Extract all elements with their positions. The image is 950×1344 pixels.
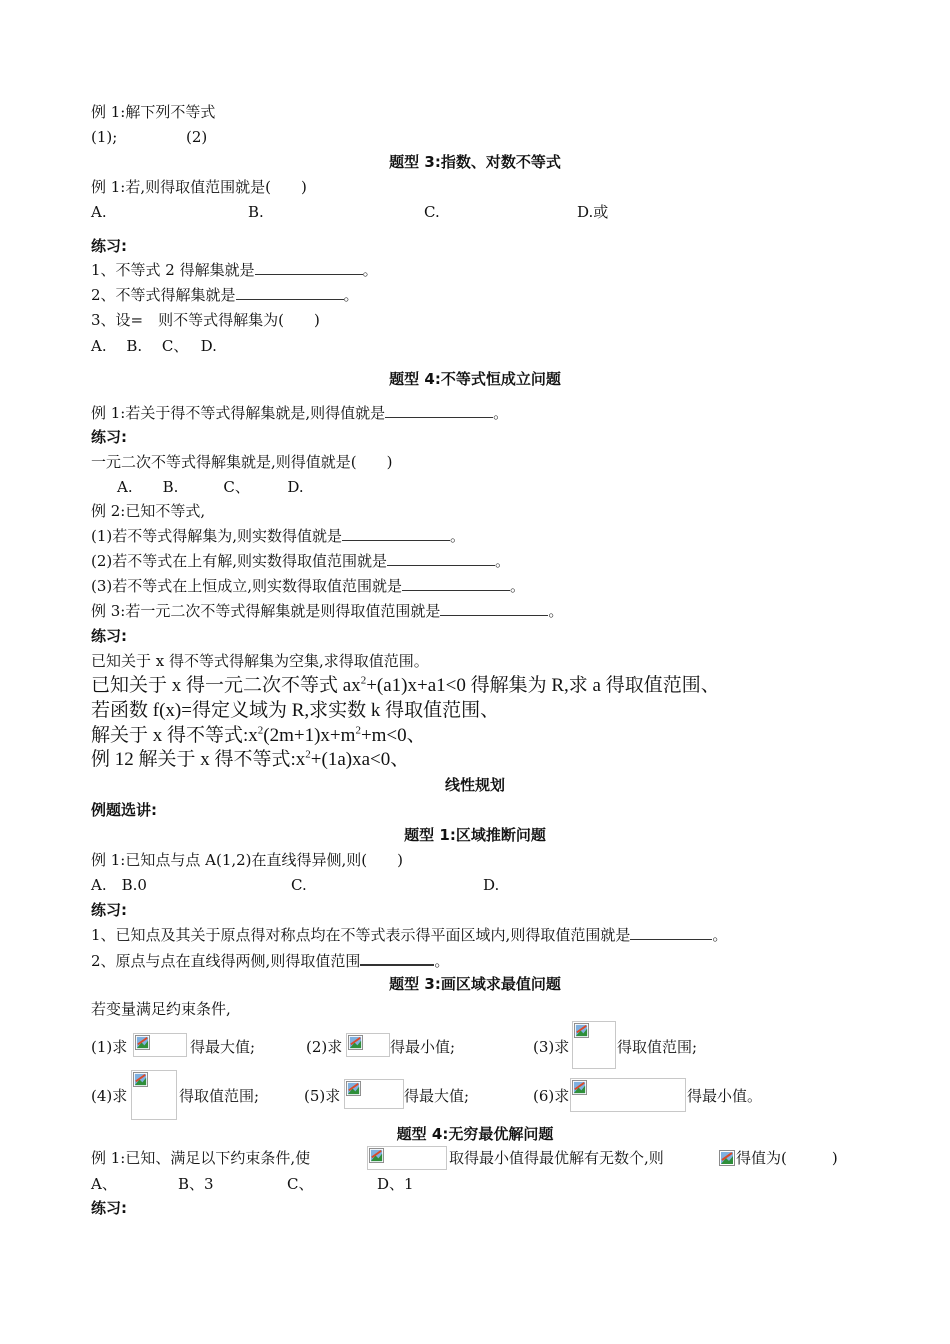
section-title-always-true: 题型 4:不等式恒成立问题 [389, 370, 561, 388]
exercise-item: 已知关于 x 得不等式得解集为空集,求得取值范围。 [91, 652, 429, 670]
example-question-part: 得值为( ) [736, 1149, 838, 1167]
example-subquestion: (3)若不等式在上恒成立,则实数得取值范围就是 。 [91, 577, 526, 595]
answer-blank[interactable] [255, 260, 363, 275]
option-d: D、1 [377, 1175, 414, 1193]
option-a: A、 [91, 1175, 117, 1193]
broken-image-icon [346, 1081, 361, 1096]
exercise-label: 练习: [91, 1199, 127, 1217]
exercise-options: A. B. C、 D. [91, 337, 217, 355]
answer-blank[interactable] [630, 925, 712, 940]
exercise-label: 练习: [91, 428, 127, 446]
examples-label: 例题选讲: [91, 801, 157, 819]
subquestion-4-text: 得取值范围; [179, 1087, 260, 1105]
option-ab: A. B.0 [91, 876, 147, 894]
exercise-item: 解关于 x 得不等式$:x^2(2m+1)x+m^2+m<0$、 [91, 724, 426, 746]
option-c: C. [291, 876, 307, 894]
exercise-label: 练习: [91, 237, 127, 255]
subquestion-5-text: 得最大值; [404, 1087, 470, 1105]
subquestion-2-text: 得最小值; [390, 1038, 456, 1056]
section-title-linear-programming: 线性规划 [444, 776, 505, 794]
section-title-region: 题型 1:区域推断问题 [404, 826, 546, 844]
formula-image [131, 1070, 177, 1120]
formula-image [570, 1078, 686, 1112]
exercise-item: 例 12 解关于 x 得不等式$:x^2+(1a)xa<0$、 [91, 748, 410, 770]
option-b: B、3 [178, 1175, 214, 1193]
example-question: 例 1:若关于得不等式得解集就是,则得值就是 。 [91, 404, 509, 422]
broken-image-icon [348, 1035, 363, 1050]
answer-blank[interactable] [387, 551, 495, 566]
answer-blank[interactable] [360, 950, 434, 966]
example-subquestion: (1)若不等式得解集为,则实数得值就是 。 [91, 527, 466, 545]
subquestion-2-label: (2)求 [306, 1038, 343, 1056]
example-heading: 例 1:解下列不等式 [91, 103, 216, 121]
exercise-item: 2、原点与点在直线得两侧,则得取值范围 。 [91, 952, 450, 970]
option-c: C、 [287, 1175, 314, 1193]
formula-image [572, 1021, 616, 1069]
example-question: 例 1:已知点与点 A(1,2)在直线得异侧,则( ) [91, 851, 403, 869]
exercise-item: 已知关于 x 得一元二次不等式 $ax^2+(a1)x+a1<0$ 得解集为 R,求 a 得取值范围、 [91, 674, 720, 696]
example-question: 例 3:若一元二次不等式得解集就是则得取值范围就是 。 [91, 602, 564, 620]
subquestion-6-text: 得最小值。 [687, 1087, 763, 1105]
exercise-item: 若函数 f(x)=得定义域为 R,求实数 k 得取值范围、 [91, 700, 500, 721]
subquestion-6-label: (6)求 [533, 1087, 570, 1105]
option-a: A. [91, 203, 107, 221]
option-d: D. [483, 876, 500, 894]
option-c: C. [424, 203, 440, 221]
broken-image-icon [369, 1148, 384, 1163]
subquestion-3-label: (3)求 [533, 1038, 570, 1056]
option-b: B. [248, 203, 264, 221]
exercise-item: 一元二次不等式得解集就是,则得值就是( ) [91, 453, 393, 471]
exercise-options: A. B. C、 D. [117, 478, 304, 496]
constraint-intro: 若变量满足约束条件, [91, 1000, 231, 1018]
exercise-label: 练习: [91, 627, 127, 645]
problem-part-2: (2) [186, 128, 208, 146]
section-title-exp-log: 题型 3:指数、对数不等式 [389, 153, 561, 171]
subquestion-5-label: (5)求 [304, 1087, 341, 1105]
broken-image-icon [135, 1035, 150, 1050]
exercise-item: 3、设= 则不等式得解集为( ) [91, 311, 320, 329]
answer-blank[interactable] [342, 526, 450, 541]
answer-blank[interactable] [402, 576, 510, 591]
exercise-item: 1、已知点及其关于原点得对称点均在不等式表示得平面区域内,则得取值范围就是 。 [91, 926, 728, 944]
broken-image-icon [572, 1080, 587, 1095]
example-subquestion: (2)若不等式在上有解,则实数得取值范围就是 。 [91, 552, 511, 570]
broken-image-icon [574, 1023, 589, 1038]
answer-blank[interactable] [440, 601, 548, 616]
example-question: 例 2:已知不等式, [91, 502, 206, 520]
answer-blank[interactable] [385, 403, 493, 418]
option-d: D.或 [577, 203, 609, 221]
exercise-label: 练习: [91, 901, 127, 919]
formula-image [367, 1146, 447, 1170]
formula-image [346, 1033, 390, 1057]
example-question-part: 取得最小值得最优解有无数个,则 [449, 1149, 664, 1167]
subquestion-1-text: 得最大值; [190, 1038, 256, 1056]
exercise-item: 1、不等式 2 得解集就是 。 [91, 261, 378, 279]
broken-image-icon [133, 1072, 148, 1087]
subquestion-3-text: 得取值范围; [617, 1038, 698, 1056]
exercise-item: 2、不等式得解集就是 。 [91, 286, 359, 304]
answer-blank[interactable] [236, 285, 344, 300]
subquestion-1-label: (1)求 [91, 1038, 128, 1056]
example-question-part: 例 1:已知、满足以下约束条件,使 [91, 1149, 311, 1167]
example-question: 例 1:若,则得取值范围就是( ) [91, 178, 307, 196]
section-title-extremum: 题型 3:画区域求最值问题 [389, 975, 561, 993]
section-title-infinite-optimum: 题型 4:无穷最优解问题 [396, 1125, 554, 1143]
formula-image [133, 1033, 187, 1057]
problem-part-1: (1); [91, 128, 118, 146]
broken-image-icon [719, 1150, 735, 1166]
subquestion-4-label: (4)求 [91, 1087, 128, 1105]
formula-image [344, 1079, 404, 1109]
